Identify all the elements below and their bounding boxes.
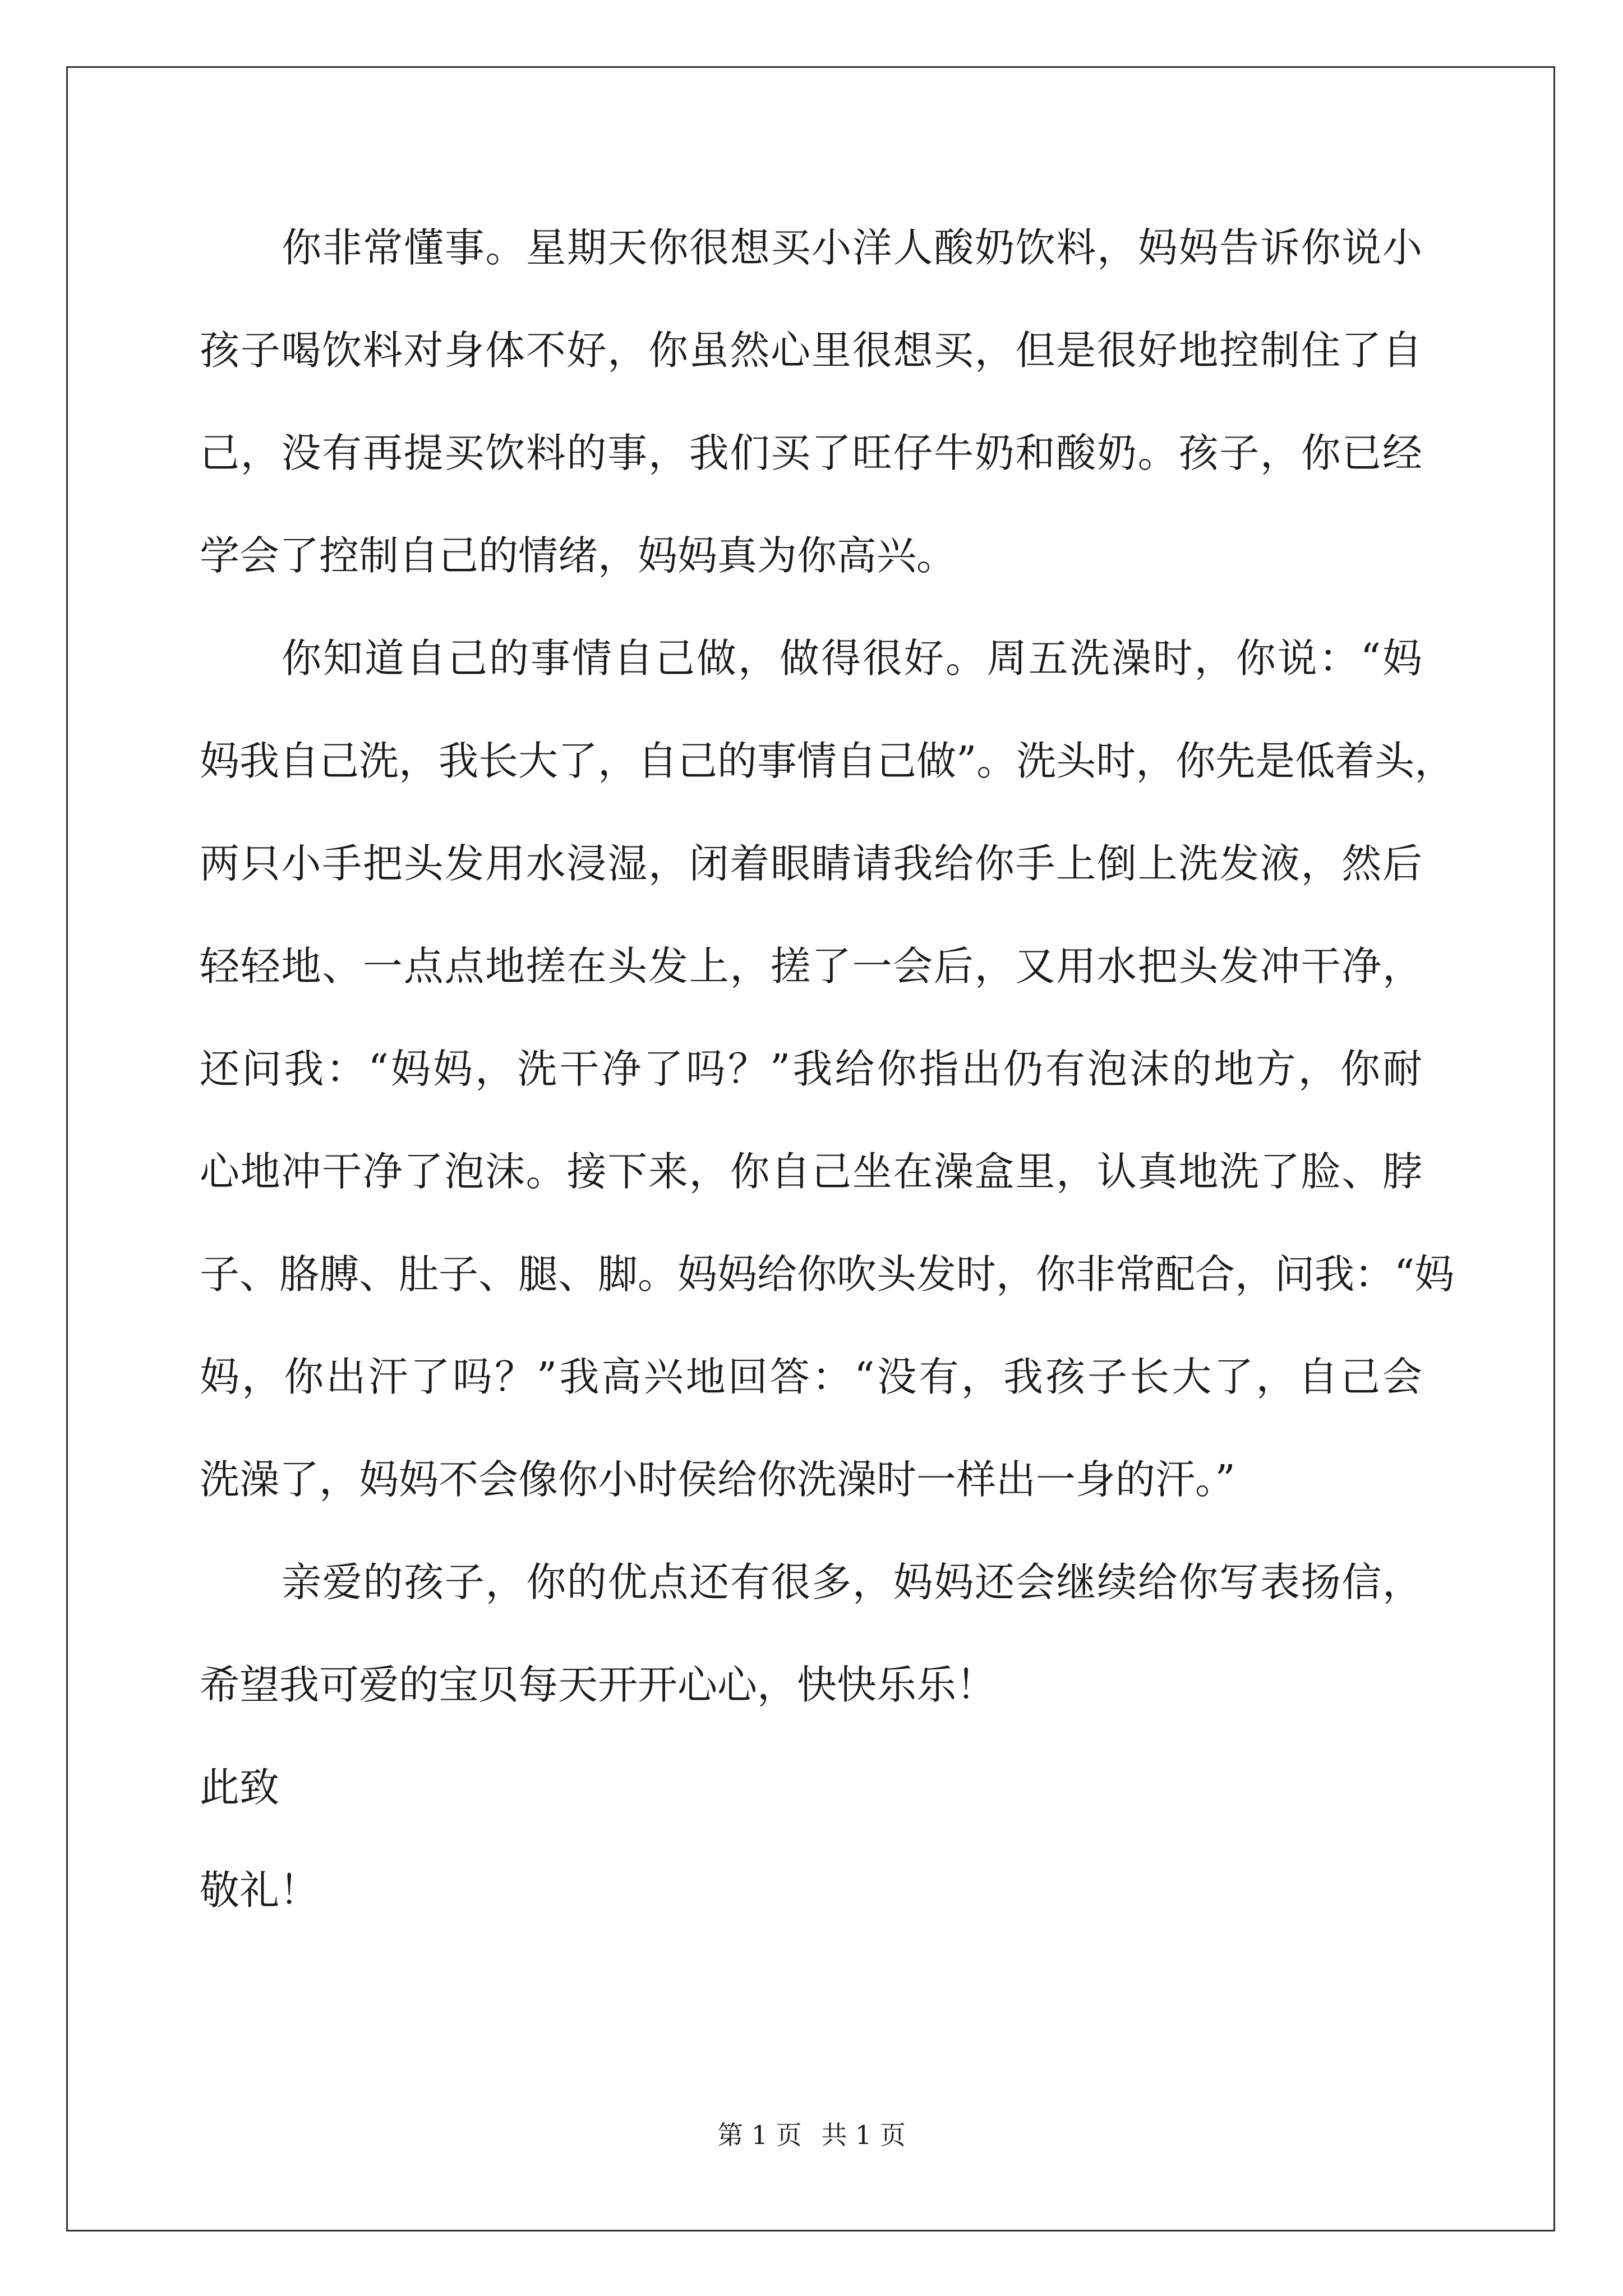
paragraph-1-line-4: 学会了控制自己的情绪，妈妈真为你高兴。 xyxy=(200,532,957,579)
paragraph-2-line-7: 子、胳膊、肚子、腿、脚。妈妈给你吹头发时，你非常配合，问我：“妈 xyxy=(200,1251,1455,1297)
paragraph-2-line-4: 轻轻地、一点点地搓在头发上，搓了一会后，又用水把头发冲干净， xyxy=(200,943,1422,990)
paragraph-2-line-6: 心地冲干净了泡沫。接下来，你自己坐在澡盒里，认真地洗了脸、脖 xyxy=(200,1148,1422,1195)
paragraph-3-line-2: 希望我可爱的宝贝每天开开心心，快快乐乐！ xyxy=(200,1662,997,1708)
paragraph-1-line-2: 孩子喝饮料对身体不好，你虽然心里很想买，但是很好地控制住了自 xyxy=(200,327,1422,374)
paragraph-2-line-2: 妈我自己洗，我长大了，自己的事情自己做”。洗头时，你先是低着头， xyxy=(200,738,1455,784)
paragraph-2-line-8: 妈，你出汗了吗？”我高兴地回答：“没有，我孩子长大了，自己会 xyxy=(200,1354,1422,1400)
page-footer xyxy=(0,2115,1623,2152)
paragraph-2-line-1: 你知道自己的事情自己做，做得很好。周五洗澡时，你说：“妈 xyxy=(282,635,1422,682)
page-number: 第 1 页 xyxy=(717,2120,802,2150)
paragraph-2-line-5: 还问我：“妈妈，洗干净了吗？”我给你指出仍有泡沫的地方，你耐 xyxy=(200,1046,1422,1092)
salutation-text: 敬礼！ xyxy=(200,1867,320,1913)
paragraph-3-line-1: 亲爱的孩子，你的优点还有很多，妈妈还会继续给你写表扬信， xyxy=(282,1559,1422,1605)
closing-text: 此致 xyxy=(200,1764,280,1811)
paragraph-1-line-1: 你非常懂事。星期天你很想买小洋人酸奶饮料，妈妈告诉你说小 xyxy=(282,224,1422,271)
page-total: 共 1 页 xyxy=(821,2120,906,2150)
paragraph-2-line-3: 两只小手把头发用水浸湿，闭着眼睛请我给你手上倒上洗发液，然后 xyxy=(200,840,1422,887)
paragraph-2-line-9: 洗澡了，妈妈不会像你小时侯给你洗澡时一样出一身的汗。” xyxy=(200,1456,1235,1503)
paragraph-1-line-3: 己，没有再提买饮料的事，我们买了旺仔牛奶和酸奶。孩子，你已经 xyxy=(200,430,1422,476)
letter-body xyxy=(200,214,1455,1959)
